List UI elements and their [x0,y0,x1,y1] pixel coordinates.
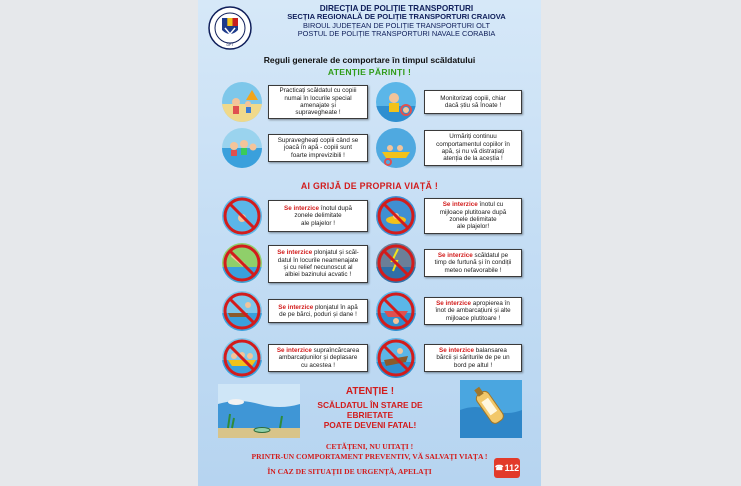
logo-bottom-text: DPT [226,43,234,47]
emergency-112-badge [494,458,520,478]
children-boat-icon [376,128,416,168]
prohibition-row-2 [198,243,541,283]
no-swimming-storm-icon [376,243,416,283]
parents-rule-1-left: Practicați scăldatul cu copiii numai în locurile special amenajate și supravegheate ! [268,85,368,119]
phone-icon: ☎ [494,465,504,472]
footer-line-2: PRINTR-UN COMPORTAMENT PREVENTIV, VĂ SALVAȚI VIAȚA ! [251,452,488,461]
warning-title: ATENȚIE ! [345,386,395,397]
no-overloading-boats-icon [222,338,262,378]
parents-rule-1-right: Monitorizați copiii, chiar dacă știu să înoate ! [424,90,522,114]
prohibition-2-right: Se interzice scăldatul pe timp de furtună și în condiții meteo nefavorabile ! [424,249,522,277]
footer-line-3: ÎN CAZ DE SITUAȚII DE URGENȚĂ, APELAȚI [267,467,432,476]
police-emblem-icon [208,6,252,50]
parents-rule-2-right: Urmăriți continuu comportamentul copiilor în apă, și nu vă distrațiați atenția de la aceștia ! [424,130,522,166]
prohibition-3-right: Se interzice apropierea în înot de ambarcațiuni și alte mijloace plutitoare ! [424,297,522,325]
footer-line-1: CETĂȚENI, NU UITAȚI ! [325,442,414,451]
prohibition-4-left: Se interzice supraîncărcarea ambarcațiunilor și deplasare cu acestea ! [268,344,368,372]
lifeguard-watching-icon [376,82,416,122]
header-line-3: BIROUL JUDEȚEAN DE POLIȚIE TRANSPORTURI OLT [303,20,490,30]
warning-line-2: EBRIETATE [346,410,394,420]
emergency-number: 112 [504,463,520,473]
parents-row-1 [198,82,541,122]
no-diving-unknown-area-icon [222,243,262,283]
bottle-in-sea-icon [460,380,522,438]
warning-line-1: SCĂLDATUL ÎN STARE DE [317,400,423,410]
no-swimming-beyond-limits-icon [222,196,262,236]
parents-row-2 [198,128,541,168]
header-line-2: SECȚIA REGIONALĂ DE POLIȚIE TRANSPORTURI CRAIOVA [287,12,506,22]
poster [198,0,541,486]
poster-subtitle: Reguli generale de comportare în timpul scăldatului [263,55,476,65]
prohibition-1-left: Se interzice înotul după zonele delimitate ale plajelor ! [268,200,368,232]
header-line-1: DIRECȚIA DE POLIȚIE TRANSPORTURI [319,4,474,13]
parents-rule-2-left: Supravegheați copiii când se joacă în apă - copiii sunt foarte imprevizibili ! [268,134,368,162]
no-diving-from-boats-icon [222,291,262,331]
header [256,4,537,38]
prohibition-2-left: Se interzice plonjatul și scăl- datul în locurile neamenajate și cu relief necunoscut al albiei bazinului acvatic ! [268,245,368,283]
prohibition-row-1 [198,196,541,236]
prohibition-4-right: Se interzice balansarea bărcii și săriturile de pe un bord pe altul ! [424,344,522,372]
children-in-water-icon [222,128,262,168]
section-own-life-title: AI GRIJĂ DE PROPRIA VIAȚĂ ! [300,181,439,191]
header-line-4: POSTUL DE POLIȚIE TRANSPORTURI NAVALE CORABIA [297,28,496,38]
prohibition-row-3 [198,291,541,331]
no-floating-devices-icon [376,196,416,236]
prohibition-3-left: Se interzice plonjatul în apă de pe bărci, poduri și dane ! [268,299,368,323]
no-approaching-boats-icon [376,291,416,331]
section-parents-title: ATENȚIE PĂRINȚI ! [327,67,412,77]
beach-family-icon [222,82,262,122]
warning-line-3: POATE DEVENI FATAL! [323,420,417,430]
underwater-bottle-icon [218,384,300,438]
prohibition-row-4 [198,338,541,378]
no-rocking-boat-icon [376,338,416,378]
prohibition-1-right: Se interzice înotul cu mijloace plutitoare după zonele delimitate ale plajelor! [424,198,522,234]
